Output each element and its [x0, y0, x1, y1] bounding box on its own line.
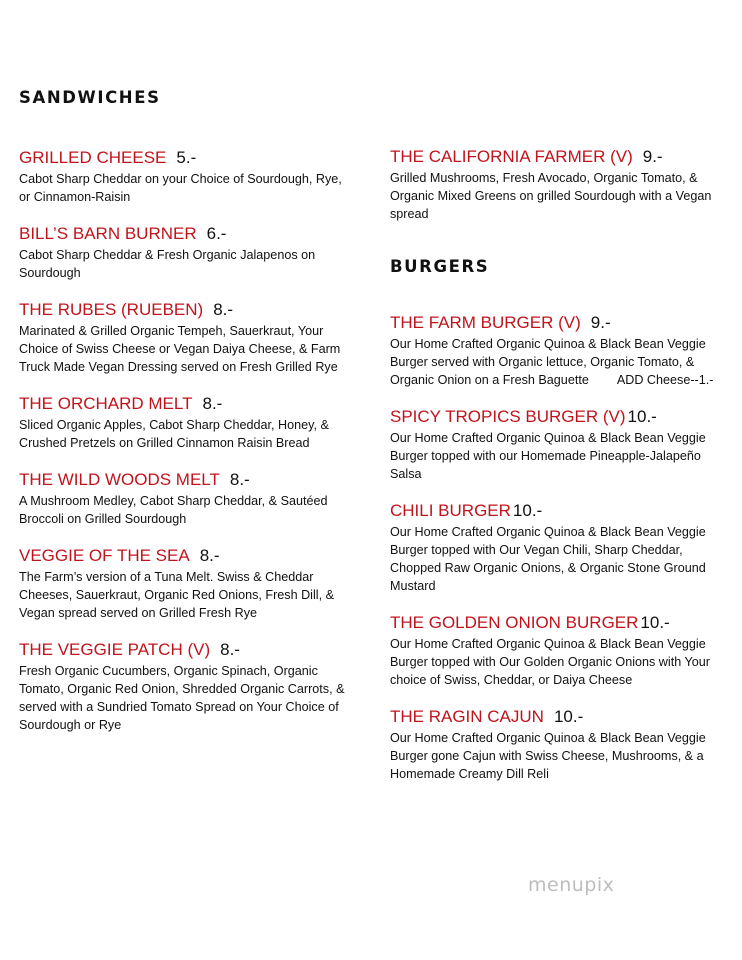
item-name: THE FARM BURGER (V)	[390, 313, 581, 332]
item-description: Our Home Crafted Organic Quinoa & Black Bean Veggie Burger topped with our Homemade Pineapple-Jalapeño Salsa	[390, 431, 706, 481]
menu-item-golden-onion-burger	[390, 612, 730, 689]
item-description: Our Home Crafted Organic Quinoa & Black Bean Veggie Burger topped with Our Golden Organic Onions with Your choice of Swiss, Cheddar, or Daiya Cheese	[390, 637, 710, 687]
item-price: 8.-	[202, 394, 223, 413]
item-name: THE CALIFORNIA FARMER (V)	[390, 147, 633, 166]
item-price: 9.-	[642, 147, 663, 166]
item-description-text: Our Home Crafted Organic Quinoa & Black Bean Veggie Burger served with Organic lettuce, Organic Tomato, & Organic Onion on a Fresh Baguette	[390, 337, 706, 387]
item-price: 10.-	[553, 707, 584, 726]
item-name: THE GOLDEN ONION BURGER	[390, 613, 639, 632]
item-price: 10.-	[640, 613, 670, 632]
item-name: THE VEGGIE PATCH (V)	[19, 640, 211, 659]
item-name: VEGGIE OF THE SEA	[19, 546, 190, 565]
menu-item-veggie-patch	[19, 639, 349, 734]
menu-item-grilled-cheese	[19, 147, 349, 206]
item-price: 6.-	[206, 224, 227, 243]
item-price: 10.-	[627, 407, 657, 426]
item-name: THE ORCHARD MELT	[19, 394, 193, 413]
menu-item-wild-woods-melt	[19, 469, 349, 528]
sandwiches-heading: SANDWICHES	[19, 88, 161, 107]
item-description: A Mushroom Medley, Cabot Sharp Cheddar, & Sautéed Broccoli on Grilled Sourdough	[19, 494, 328, 526]
menu-item-california-farmer	[390, 146, 730, 223]
right-column	[390, 146, 730, 800]
burgers-heading: BURGERS	[390, 257, 490, 276]
item-description: Sliced Organic Apples, Cabot Sharp Cheddar, Honey, & Crushed Pretzels on Grilled Cinnamon Raisin Bread	[19, 418, 329, 450]
item-description: Our Home Crafted Organic Quinoa & Black Bean Veggie Burger topped with Our Vegan Chili, Sharp Cheddar, Chopped Raw Organic Onions, & Organic Stone Ground Mustard	[390, 525, 706, 593]
menu-item-veggie-of-the-sea	[19, 545, 349, 622]
item-description: Fresh Organic Cucumbers, Organic Spinach, Organic Tomato, Organic Red Onion, Shredded Organic Carrots, & served with a Sundried Tomato Spread on Your Choice of Sourdough or Rye	[19, 664, 345, 732]
item-price: 8.-	[229, 470, 250, 489]
menupix-watermark: menupix	[528, 874, 615, 896]
item-name: SPICY TROPICS BURGER (V)	[390, 407, 626, 426]
menu-item-farm-burger	[390, 312, 730, 389]
item-price: 8.-	[199, 546, 220, 565]
item-price: 8.-	[220, 640, 240, 659]
item-name: THE RAGIN CAJUN	[390, 707, 544, 726]
item-description: Marinated & Grilled Organic Tempeh, Sauerkraut, Your Choice of Swiss Cheese or Vegan Daiya Cheese, & Farm Truck Made Vegan Dressing served on Fresh Grilled Rye	[19, 324, 341, 374]
item-description: Our Home Crafted Organic Quinoa & Black Bean Veggie Burger gone Cajun with Swiss Cheese, Mushrooms, & a Homemade Creamy Dill Reli	[390, 731, 706, 781]
add-cheese-note: ADD Cheese--1.-	[616, 373, 714, 387]
item-price: 10.-	[512, 501, 543, 520]
item-description	[390, 335, 730, 389]
menu-item-spicy-tropics-burger	[390, 406, 730, 483]
menu-item-bills-barn-burner	[19, 223, 349, 282]
item-description: Grilled Mushrooms, Fresh Avocado, Organic Tomato, & Organic Mixed Greens on grilled Sourdough with a Vegan spread	[390, 171, 712, 221]
item-name: CHILI BURGER	[390, 501, 511, 520]
item-name: THE RUBES (RUEBEN)	[19, 300, 204, 319]
menu-item-the-rubes	[19, 299, 349, 376]
item-price: 8.-	[213, 300, 234, 319]
item-price: 5.-	[176, 148, 197, 167]
item-description: Cabot Sharp Cheddar on your Choice of Sourdough, Rye, or Cinnamon-Raisin	[19, 172, 342, 204]
item-description: The Farm’s version of a Tuna Melt. Swiss & Cheddar Cheeses, Sauerkraut, Organic Red Onions, Fresh Dill, & Vegan spread served on Grilled Fresh Rye	[19, 570, 334, 620]
item-name: BILL’S BARN BURNER	[19, 224, 197, 243]
menu-item-chili-burger	[390, 500, 730, 595]
sandwiches-column	[19, 88, 349, 751]
menu-item-orchard-melt	[19, 393, 349, 452]
menu-item-ragin-cajun	[390, 706, 730, 783]
item-price: 9.-	[590, 313, 611, 332]
item-description: Cabot Sharp Cheddar & Fresh Organic Jalapenos on Sourdough	[19, 248, 316, 280]
item-name: THE WILD WOODS MELT	[19, 470, 220, 489]
item-name: GRILLED CHEESE	[19, 148, 167, 167]
